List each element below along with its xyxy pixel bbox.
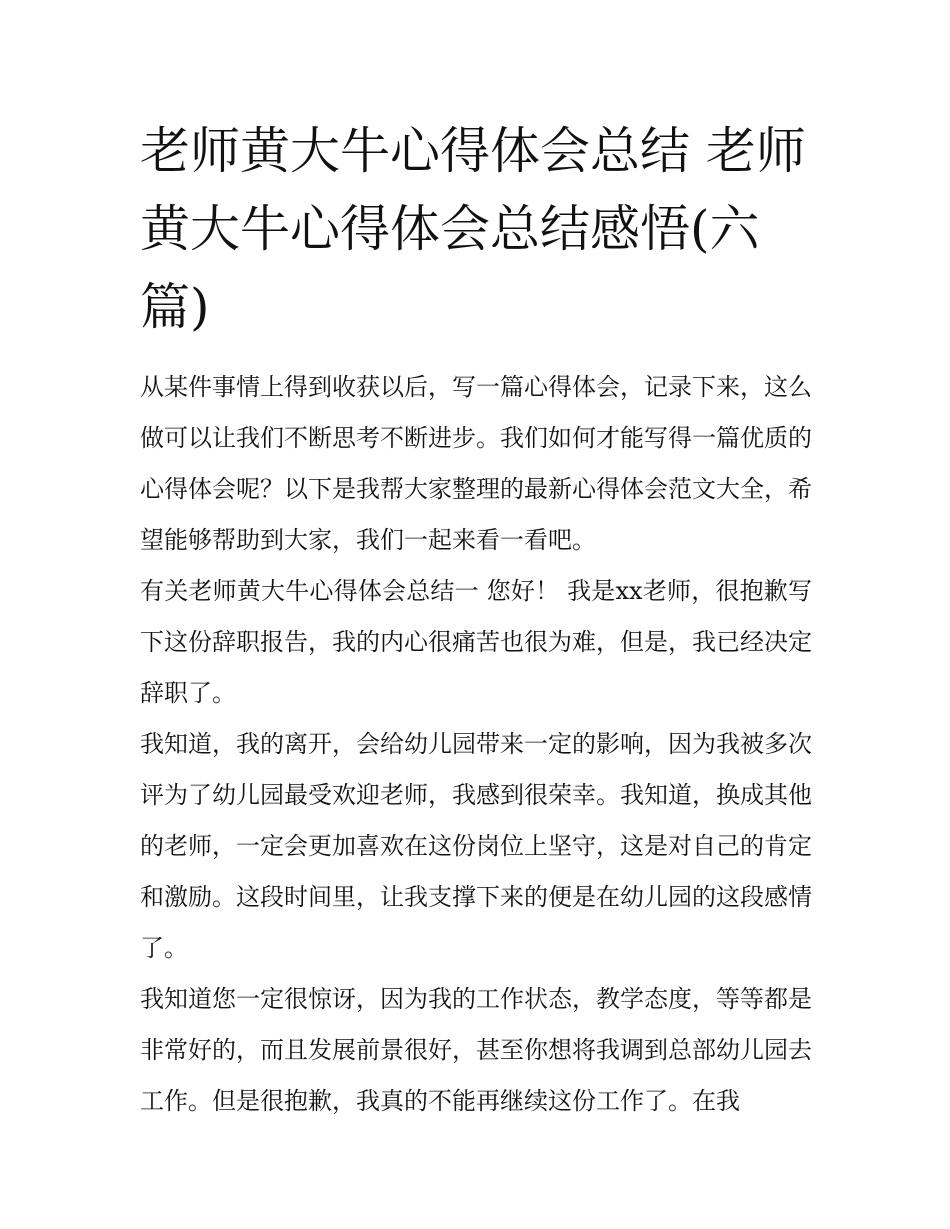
- document-title: 老师黄大牛心得体会总结 老师黄大牛心得体会总结感悟(六篇): [140, 122, 806, 336]
- paragraph-intro: 从某件事情上得到收获以后，写一篇心得体会，记录下来，这么做可以让我们不断思考不断进步。我们如何才能写得一篇优质的心得体会呢？以下是我帮大家整理的最新心得体会范文大全，希望能够帮助到大家，我们一起来看一看吧。: [140, 373, 812, 554]
- paragraph-2: 我知道，我的离开，会给幼儿园带来一定的影响，因为我被多次评为了幼儿园最受欢迎老师，我感到很荣幸。我知道，换成其他的老师，一定会更加喜欢在这份岗位上坚守，这是对自己的肯定和激励。这段时间里，让我支撑下来的便是在幼儿园的这段感情了。: [140, 730, 812, 962]
- paragraph-1: 有关老师黄大牛心得体会总结一 您好！ 我是xx老师，很抱歉写下这份辞职报告，我的内心很痛苦也很为难，但是，我已经决定辞职了。: [140, 577, 812, 707]
- document-body: [140, 362, 812, 1127]
- paragraph-3: 我知道您一定很惊讶，因为我的工作状态，教学态度，等等都是非常好的，而且发展前景很好，甚至你想将我调到总部幼儿园去工作。但是很抱歉，我真的不能再继续这份工作了。在我: [140, 985, 812, 1115]
